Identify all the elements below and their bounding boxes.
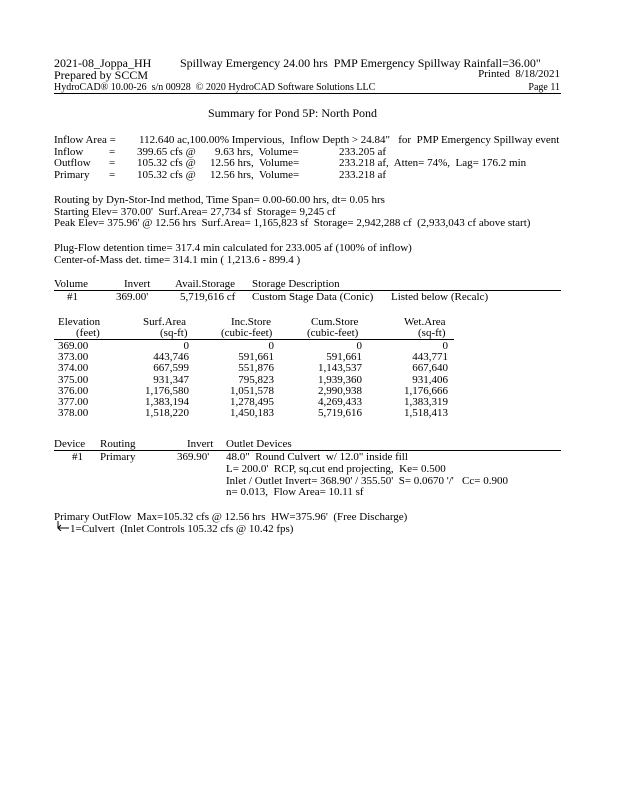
elevation-table-cell-elevation: 369.00 bbox=[58, 340, 89, 352]
volume-description: Custom Stage Data (Conic) bbox=[252, 291, 374, 303]
outlet-line-3: Inlet / Outlet Invert= 368.90' / 355.50' S= 0.0670 '/' Cc= 0.900 bbox=[226, 475, 508, 487]
elevation-table-cell-cum-store: 5,719,616 bbox=[318, 407, 362, 420]
elevation-table-cell-inc-store: 0 bbox=[268, 340, 274, 352]
routing-method: Routing by Dyn-Stor-Ind method, Time Span= 0.00-60.00 hrs, dt= 0.05 hrs bbox=[54, 194, 385, 206]
elevation-table-cell-cum-store: 1,143,537 bbox=[318, 362, 362, 375]
elevation-table-cell-cum-store: 1,939,360 bbox=[318, 373, 362, 386]
prepared-by: Prepared by SCCM bbox=[54, 68, 148, 82]
elevation-table-cell-elevation: 378.00 bbox=[58, 407, 89, 420]
elevation-table-cell-inc-store: 591,661 bbox=[238, 351, 274, 364]
inc-store-unit: (cubic-feet) bbox=[221, 327, 273, 339]
inflow-cfs: 399.65 cfs @ bbox=[137, 146, 196, 158]
elevation-table-cell-inc-store: 1,450,183 bbox=[230, 407, 274, 420]
elevation-table-cell-surf-area: 0 bbox=[183, 340, 189, 352]
device-invert-header: Invert bbox=[187, 438, 214, 450]
inflow-label: Inflow bbox=[54, 146, 84, 158]
primary-volume: 233.218 af bbox=[339, 169, 387, 181]
inflow-eq: = bbox=[109, 146, 116, 158]
outflow-volume: 233.218 af, Atten= 74%, Lag= 176.2 min bbox=[339, 157, 527, 169]
outlet-line-1: 48.0" Round Culvert w/ 12.0" inside fill bbox=[226, 451, 408, 463]
outlet-devices-header: Outlet Devices bbox=[226, 438, 292, 450]
outflow-eq: = bbox=[109, 157, 116, 169]
outlet-line-2: L= 200.0' RCP, sq.cut end projecting, Ke= 0.500 bbox=[226, 463, 446, 475]
surf-area-unit: (sq-ft) bbox=[160, 327, 188, 339]
printed-date: Printed 8/18/2021 bbox=[478, 68, 560, 80]
routing-header: Routing bbox=[100, 438, 136, 450]
elevation-table-cell-wet-area: 667,640 bbox=[412, 362, 448, 375]
outflow-hrs: 12.56 hrs, Volume= bbox=[210, 157, 300, 169]
storm-description: Spillway Emergency 24.00 hrs PMP Emergency Spillway Rainfall=36.00" bbox=[180, 56, 541, 70]
elevation-table-cell-cum-store: 2,990,938 bbox=[318, 384, 362, 397]
plug-flow-detention: Plug-Flow detention time= 317.4 min calculated for 233.005 af (100% of inflow) bbox=[54, 242, 412, 254]
device-id: #1 bbox=[72, 451, 83, 463]
elevation-table-cell-wet-area: 1,383,319 bbox=[404, 396, 448, 408]
elevation-table-rule bbox=[54, 339, 454, 340]
wet-area-header: Wet.Area bbox=[404, 316, 446, 328]
volume-header: Volume bbox=[54, 278, 89, 290]
elevation-table-cell-elevation: 373.00 bbox=[58, 351, 89, 364]
elevation-table-cell-cum-store: 0 bbox=[356, 340, 362, 352]
center-of-mass-detention: Center-of-Mass det. time= 314.1 min ( 1,213.6 - 899.4 ) bbox=[54, 254, 301, 266]
page-title: Summary for Pond 5P: North Pond bbox=[208, 106, 378, 120]
inflow-area-label: Inflow Area = bbox=[54, 134, 116, 146]
elevation-header: Elevation bbox=[58, 316, 101, 328]
storage-description-header: Storage Description bbox=[252, 278, 340, 290]
elevation-table-cell-elevation: 375.00 bbox=[58, 373, 89, 386]
project-name: 2021-08_Joppa_HH bbox=[54, 56, 152, 70]
elevation-table-cell-inc-store: 795,823 bbox=[238, 373, 274, 386]
branch-arrow-icon bbox=[56, 521, 70, 531]
inflow-hrs: 9.63 hrs, Volume= bbox=[215, 146, 299, 158]
elevation-table-cell-elevation: 376.00 bbox=[58, 384, 89, 397]
device-invert: 369.90' bbox=[177, 451, 210, 463]
elevation-table-cell-surf-area: 1,518,220 bbox=[145, 407, 189, 420]
outlet-line-4: n= 0.013, Flow Area= 10.11 sf bbox=[226, 486, 364, 498]
inflow-volume: 233.205 af bbox=[339, 146, 387, 158]
starting-elev: Starting Elev= 370.00' Surf.Area= 27,734 sf Storage= 9,245 cf bbox=[54, 206, 336, 218]
elevation-table-cell-cum-store: 591,661 bbox=[326, 351, 362, 364]
elevation-table-cell-surf-area: 1,383,194 bbox=[145, 396, 189, 408]
elevation-table-cell-elevation: 377.00 bbox=[58, 396, 89, 408]
cum-store-header: Cum.Store bbox=[311, 316, 359, 328]
elevation-table-cell-wet-area: 1,176,666 bbox=[404, 384, 448, 397]
outflow-label: Outflow bbox=[54, 157, 91, 169]
device-routing: Primary bbox=[100, 451, 136, 463]
volume-id: #1 bbox=[67, 291, 78, 303]
elevation-table-cell-elevation: 374.00 bbox=[58, 362, 89, 375]
elevation-table-cell-inc-store: 551,876 bbox=[238, 362, 274, 375]
volume-invert: 369.00' bbox=[116, 291, 149, 303]
elevation-table-cell-wet-area: 931,406 bbox=[412, 373, 448, 386]
software-info: HydroCAD® 10.00-26 s/n 00928 © 2020 HydroCAD Software Solutions LLC bbox=[54, 82, 376, 93]
elevation-table-cell-cum-store: 4,269,433 bbox=[318, 396, 362, 408]
cum-store-unit: (cubic-feet) bbox=[307, 327, 359, 339]
page-number: Page 11 bbox=[528, 82, 560, 93]
volume-listed-below: Listed below (Recalc) bbox=[391, 291, 489, 303]
elevation-table-cell-wet-area: 0 bbox=[442, 340, 448, 352]
peak-elev: Peak Elev= 375.96' @ 12.56 hrs Surf.Area= 1,165,823 sf Storage= 2,942,288 cf (2,933,043 cf above start) bbox=[54, 217, 531, 229]
wet-area-unit: (sq-ft) bbox=[418, 327, 446, 339]
surf-area-header: Surf.Area bbox=[143, 316, 187, 328]
elevation-unit: (feet) bbox=[76, 327, 100, 339]
elevation-table-cell-wet-area: 1,518,413 bbox=[404, 407, 448, 420]
elevation-table-cell-inc-store: 1,051,578 bbox=[230, 384, 274, 397]
culvert-inlet-controls: 1=Culvert (Inlet Controls 105.32 cfs @ 10.42 fps) bbox=[70, 523, 294, 535]
elevation-table-cell-surf-area: 931,347 bbox=[153, 373, 189, 386]
elevation-table-cell-surf-area: 443,746 bbox=[153, 351, 189, 364]
elevation-table-cell-surf-area: 1,176,580 bbox=[145, 384, 189, 397]
elevation-table-cell-wet-area: 443,771 bbox=[412, 351, 448, 364]
device-header: Device bbox=[54, 438, 86, 450]
primary-label: Primary bbox=[54, 169, 90, 181]
primary-hrs: 12.56 hrs, Volume= bbox=[210, 169, 300, 181]
invert-header: Invert bbox=[124, 278, 151, 290]
elevation-table-cell-inc-store: 1,278,495 bbox=[230, 396, 274, 408]
volume-avail-storage: 5,719,616 cf bbox=[180, 291, 236, 303]
header-rule bbox=[54, 93, 561, 94]
primary-cfs: 105.32 cfs @ bbox=[137, 169, 196, 181]
inflow-area-value: 112.640 ac,100.00% Impervious, Inflow Depth > 24.84" for PMP Emergency Spillway event bbox=[139, 134, 560, 146]
elevation-table-cell-surf-area: 667,599 bbox=[153, 362, 189, 375]
primary-outflow-summary: Primary OutFlow Max=105.32 cfs @ 12.56 hrs HW=375.96' (Free Discharge) bbox=[54, 511, 408, 523]
primary-eq: = bbox=[109, 169, 116, 181]
avail-storage-header: Avail.Storage bbox=[175, 278, 235, 290]
outflow-cfs: 105.32 cfs @ bbox=[137, 157, 196, 169]
inc-store-header: Inc.Store bbox=[231, 316, 272, 328]
